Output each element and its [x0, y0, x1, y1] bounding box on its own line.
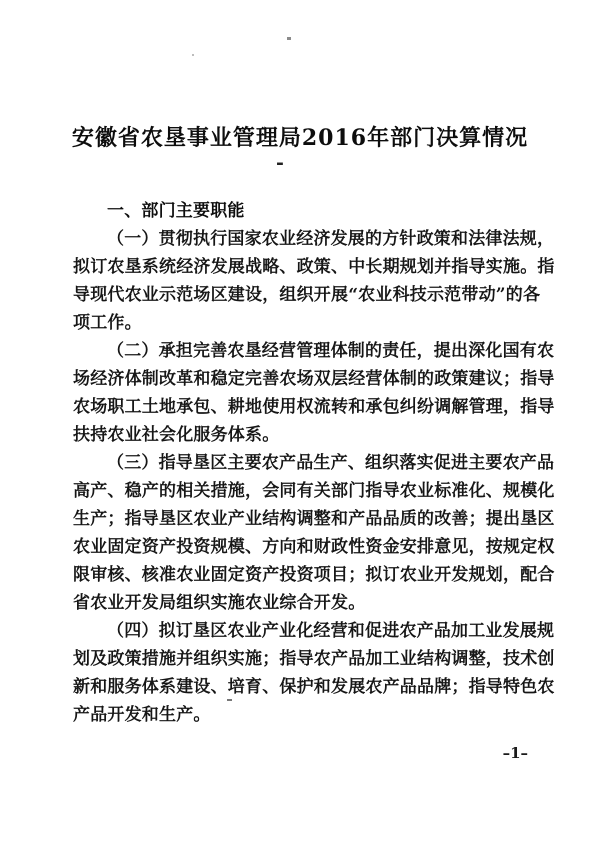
paragraph-line: （一）贯彻执行国家农业经济发展的方针政策和法律法规， — [107, 229, 555, 249]
paragraph-line: 项工作。 — [73, 313, 142, 333]
paragraph-line: 农场职工土地承包、耕地使用权流转和承包纠纷调解管理，指导 — [73, 397, 555, 417]
paragraph-line: 省农业开发局组织实施农业综合开发。 — [73, 593, 366, 613]
paragraph-line: 扶持农业社会化服务体系。 — [73, 425, 280, 445]
scan-speck — [287, 37, 291, 40]
paragraph-line: 场经济体制改革和稳定完善农场双层经营体制的政策建议；指导 — [73, 369, 555, 389]
document-body — [73, 197, 555, 729]
paragraph-line: （四）拟订垦区农业产业化经营和促进农产品加工业发展规 — [107, 621, 555, 641]
paragraph-line: （二）承担完善农垦经营管理体制的责任，提出深化国有农 — [107, 341, 555, 361]
scan-speck — [192, 54, 194, 56]
paragraph-line: 产品开发和生产。 — [73, 705, 211, 725]
paragraph-line: 新和服务体系建设、培育、保护和发展农产品品牌；指导特色农 — [73, 677, 555, 697]
section-heading: 一、部门主要职能 — [107, 201, 245, 221]
scan-speck — [227, 699, 232, 701]
paragraph-line: 限审核、核准农业固定资产投资项目；拟订农业开发规划，配合 — [73, 565, 555, 585]
paragraph-line: 高产、稳产的相关措施，会同有关部门指导农业标准化、规模化 — [73, 481, 555, 501]
title-under-dash-mark: - — [276, 152, 284, 174]
page-number: –1– — [502, 744, 528, 762]
paragraph-line: 拟订农垦系统经济发展战略、政策、中长期规划并指导实施。指 — [73, 257, 555, 277]
paragraph-line: （三）指导垦区主要农产品生产、组织落实促进主要农产品 — [107, 453, 555, 473]
document-title: 安徽省农垦事业管理局2016年部门决算情况 — [71, 125, 529, 151]
paragraph-line: 导现代农业示范场区建设，组织开展“农业科技示范带动”的各 — [73, 285, 541, 305]
paragraph-line: 生产；指导垦区农业产业结构调整和产品品质的改善；提出垦区 — [73, 509, 555, 529]
paragraph-line: 划及政策措施并组织实施；指导农产品加工业结构调整，技术创 — [73, 649, 555, 669]
paragraph-line: 农业固定资产投资规模、方向和财政性资金安排意见，按规定权 — [73, 537, 555, 557]
